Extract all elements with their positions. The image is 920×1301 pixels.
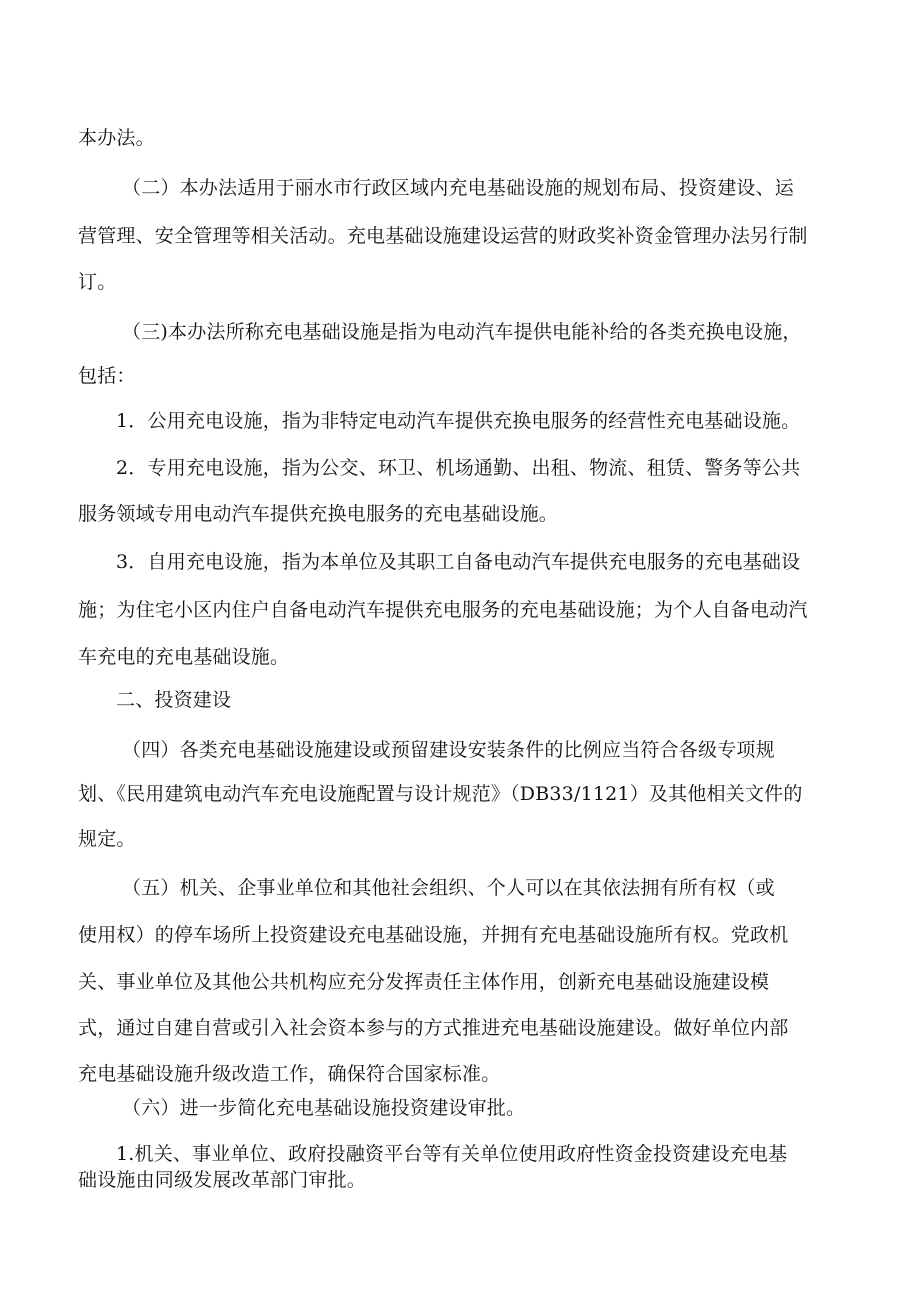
text-line-24: 础设施由同级发展改革部门审批。 (78, 1169, 367, 1191)
text-line-20: 式，通过自建自营或引入社会资本参与的方式推进充电基础设施建设。做好单位内部 (78, 1017, 789, 1039)
text-line-22: （六）进一步简化充电基础设施投资建设审批。 (122, 1097, 526, 1119)
text-line-16: 规定。 (78, 828, 136, 850)
text-line-5: （三)本办法所称充电基础设施是指为电动汽车提供电能补给的各类充换电设施， (122, 321, 802, 343)
text-line-23: 1.机关、事业单位、政府投融资平台等有关单位使用政府性资金投资建设充电基 (116, 1143, 788, 1165)
text-line-19: 关、事业单位及其他公共机构应充分发挥责任主体作用，创新充电基础设施建设模 (78, 971, 770, 993)
text-line-8: 2．专用充电设施，指为公交、环卫、机场通勤、出租、物流、租赁、警务等公共 (116, 457, 801, 479)
text-line-17: （五）机关、企事业单位和其他社会组织、个人可以在其依法拥有所有权（或 (122, 877, 775, 899)
text-line-3: 营管理、安全管理等相关活动。充电基础设施建设运营的财政奖补资金管理办法另行制 (78, 225, 808, 247)
text-line-12: 车充电的充电基础设施。 (78, 646, 290, 668)
text-line-7: 1．公用充电设施，指为非特定电动汽车提供充换电服务的经营性充电基础设施。 (116, 410, 801, 432)
text-line-21: 充电基础设施升级改造工作，确保符合国家标准。 (78, 1063, 501, 1085)
text-line-15: 划、《民用建筑电动汽车充电设施配置与设计规范》（DB33/1121）及其他相关文件的 (78, 783, 803, 805)
text-line-18: 使用权）的停车场所上投资建设充电基础设施，并拥有充电基础设施所有权。党政机 (78, 924, 789, 946)
text-line-6: 包括： (78, 365, 136, 387)
text-line-9: 服务领域专用电动汽车提供充换电服务的充电基础设施。 (78, 503, 559, 525)
text-line-1: 本办法。 (78, 127, 155, 149)
text-line-4: 订。 (78, 271, 117, 293)
text-line-2: （二）本办法适用于丽水市行政区域内充电基础设施的规划布局、投资建设、运 (122, 177, 795, 199)
section-heading: 二、投资建设 (116, 689, 232, 711)
text-line-11: 施；为住宅小区内住户自备电动汽车提供充电服务的充电基础设施；为个人自备电动汽 (78, 599, 808, 621)
text-line-10: 3．自用充电设施，指为本单位及其职工自备电动汽车提供充电服务的充电基础设 (116, 551, 801, 573)
text-line-14: （四）各类充电基础设施建设或预留建设安装条件的比例应当符合各级专项规 (122, 739, 775, 761)
